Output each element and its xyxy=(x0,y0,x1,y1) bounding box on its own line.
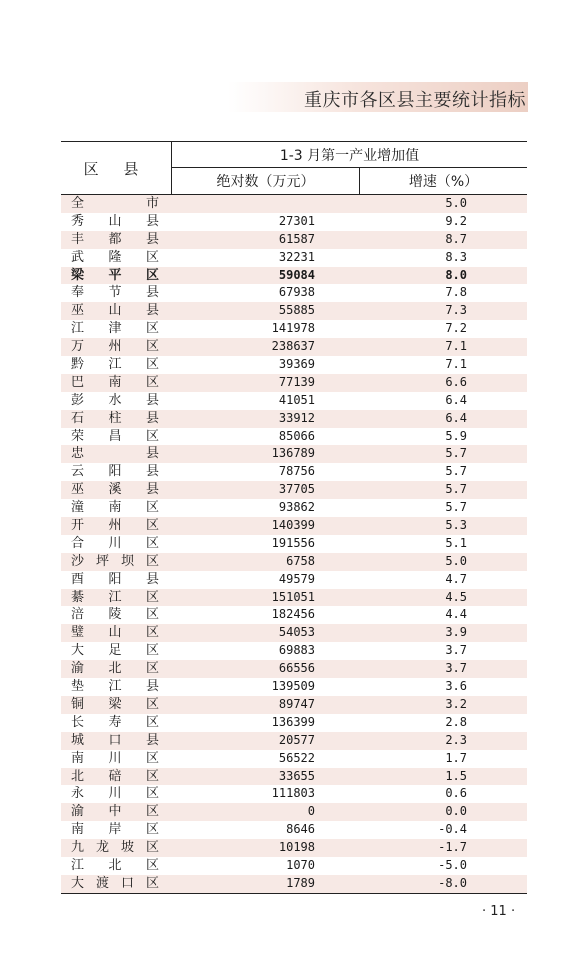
table-row xyxy=(61,392,527,410)
growth-value: 1.5 xyxy=(445,768,467,783)
growth-value: 2.3 xyxy=(445,732,467,747)
district-name: 酉 阳 县 xyxy=(71,571,159,587)
absolute-value: 6758 xyxy=(286,553,315,568)
district-name: 涪 陵 区 xyxy=(71,607,159,623)
table-row xyxy=(61,374,527,392)
district-name: 江 津 区 xyxy=(71,321,159,337)
column-header-absolute: 绝对数（万元） xyxy=(216,174,315,190)
absolute-value: 32231 xyxy=(278,249,315,264)
district-name: 彭 水 县 xyxy=(71,392,159,408)
growth-value: 0.0 xyxy=(445,804,467,819)
growth-value: 5.7 xyxy=(445,500,467,515)
table-row xyxy=(61,356,527,374)
district-name: 垫 江 县 xyxy=(71,679,159,695)
absolute-value: 55885 xyxy=(278,303,315,318)
district-name: 大 渡 口 区 xyxy=(71,875,159,891)
absolute-value: 8646 xyxy=(286,822,315,837)
district-name: 城 口 县 xyxy=(71,732,159,748)
growth-value: -0.4 xyxy=(438,822,467,837)
growth-value: 7.3 xyxy=(445,303,467,318)
growth-value: 1.7 xyxy=(445,750,467,765)
district-name: 大 足 区 xyxy=(71,643,159,659)
absolute-value: 56522 xyxy=(278,750,315,765)
district-name: 九 龙 坡 区 xyxy=(71,840,159,856)
table-row xyxy=(61,678,527,696)
district-name: 渝 北 区 xyxy=(71,661,159,677)
table-row xyxy=(61,606,527,624)
district-name: 沙 坪 坝 区 xyxy=(71,553,159,569)
table-row xyxy=(61,750,527,768)
table-row xyxy=(61,660,527,678)
table-row xyxy=(61,320,527,338)
growth-value: 5.9 xyxy=(445,428,467,443)
growth-value: 4.5 xyxy=(445,589,467,604)
table-row xyxy=(61,732,527,750)
district-name: 巫 溪 县 xyxy=(71,482,159,498)
table-row xyxy=(61,714,527,732)
absolute-value: 1070 xyxy=(286,857,315,872)
district-name: 忠 县 xyxy=(71,446,159,462)
growth-value: 3.6 xyxy=(445,679,467,694)
table-row xyxy=(61,428,527,446)
page-number: · 11 · xyxy=(482,904,516,919)
absolute-value: 0 xyxy=(307,804,315,819)
district-name: 云 阳 县 xyxy=(71,464,159,480)
absolute-value: 139509 xyxy=(271,679,315,694)
growth-value: 4.7 xyxy=(445,571,467,586)
district-name: 奉 节 县 xyxy=(71,285,159,301)
table-row xyxy=(61,839,527,857)
table-row xyxy=(61,624,527,642)
growth-value: 8.0 xyxy=(445,267,467,282)
district-name: 南 岸 区 xyxy=(71,822,159,838)
table-row xyxy=(61,875,527,893)
district-name: 秀 山 县 xyxy=(71,213,159,229)
table-row xyxy=(61,535,527,553)
growth-value: 8.3 xyxy=(445,249,467,264)
absolute-value: 78756 xyxy=(278,464,315,479)
table-row xyxy=(61,821,527,839)
district-name: 合 川 区 xyxy=(71,535,159,551)
growth-value: 3.7 xyxy=(445,643,467,658)
absolute-value: 33912 xyxy=(278,410,315,425)
district-name: 巴 南 区 xyxy=(71,374,159,390)
district-name: 丰 都 县 xyxy=(71,231,159,247)
table-row xyxy=(61,571,527,589)
district-name: 梁 平 区 xyxy=(71,267,159,283)
absolute-value: 37705 xyxy=(278,482,315,497)
growth-value: 4.4 xyxy=(445,607,467,622)
column-group-header: 1-3 月第一产业增加值 xyxy=(172,142,527,168)
growth-value: 7.8 xyxy=(445,285,467,300)
absolute-value: 59084 xyxy=(278,267,315,282)
growth-value: -1.7 xyxy=(438,840,467,855)
absolute-value: 66556 xyxy=(278,661,315,676)
column-header-district: 区 县 xyxy=(83,159,149,178)
absolute-value: 141978 xyxy=(271,321,315,336)
absolute-value: 61587 xyxy=(278,231,315,246)
stats-table xyxy=(61,141,527,894)
growth-value: 6.4 xyxy=(445,410,467,425)
growth-value: 5.7 xyxy=(445,482,467,497)
table-row xyxy=(61,284,527,302)
district-name: 渝 中 区 xyxy=(71,804,159,820)
growth-value: 3.2 xyxy=(445,696,467,711)
district-name: 开 州 区 xyxy=(71,518,159,534)
absolute-value: 238637 xyxy=(271,339,315,354)
district-name: 万 州 区 xyxy=(71,339,159,355)
table-row xyxy=(61,267,527,285)
district-name: 武 隆 区 xyxy=(71,249,159,265)
growth-value: 5.7 xyxy=(445,464,467,479)
growth-value: -8.0 xyxy=(438,875,467,890)
absolute-value: 41051 xyxy=(278,392,315,407)
growth-value: 5.0 xyxy=(445,553,467,568)
absolute-value: 93862 xyxy=(278,500,315,515)
absolute-value: 89747 xyxy=(278,696,315,711)
growth-value: -5.0 xyxy=(438,857,467,872)
column-header-growth: 增速（%） xyxy=(408,174,479,190)
table-row xyxy=(61,463,527,481)
table-row xyxy=(61,642,527,660)
absolute-value: 191556 xyxy=(271,535,315,550)
absolute-value: 69883 xyxy=(278,643,315,658)
district-name: 璧 山 区 xyxy=(71,625,159,641)
growth-value: 5.3 xyxy=(445,518,467,533)
district-name: 巫 山 县 xyxy=(71,303,159,319)
district-name: 綦 江 区 xyxy=(71,589,159,605)
absolute-value: 33655 xyxy=(278,768,315,783)
district-name: 荣 昌 区 xyxy=(71,428,159,444)
table-row xyxy=(61,338,527,356)
absolute-value: 49579 xyxy=(278,571,315,586)
district-name: 南 川 区 xyxy=(71,750,159,766)
growth-value: 9.2 xyxy=(445,213,467,228)
table-bottom-rule xyxy=(61,893,527,894)
district-name: 铜 梁 区 xyxy=(71,696,159,712)
absolute-value: 10198 xyxy=(278,840,315,855)
table-row xyxy=(61,481,527,499)
table-row xyxy=(61,302,527,320)
growth-value: 0.6 xyxy=(445,786,467,801)
growth-value: 7.1 xyxy=(445,357,467,372)
table-row xyxy=(61,553,527,571)
growth-value: 5.7 xyxy=(445,446,467,461)
table-row xyxy=(61,803,527,821)
district-name: 北 碚 区 xyxy=(71,768,159,784)
table-body xyxy=(61,195,527,893)
district-name: 潼 南 区 xyxy=(71,500,159,516)
table-row xyxy=(61,410,527,428)
absolute-value: 140399 xyxy=(271,518,315,533)
table-row xyxy=(61,768,527,786)
absolute-value: 20577 xyxy=(278,732,315,747)
absolute-value: 77139 xyxy=(278,374,315,389)
absolute-value: 39369 xyxy=(278,357,315,372)
table-row xyxy=(61,589,527,607)
table-row xyxy=(61,696,527,714)
absolute-value: 54053 xyxy=(278,625,315,640)
table-row xyxy=(61,231,527,249)
table-header xyxy=(61,141,527,195)
absolute-value: 67938 xyxy=(278,285,315,300)
district-name: 全 市 xyxy=(71,196,159,211)
table-row xyxy=(61,445,527,463)
growth-value: 6.6 xyxy=(445,374,467,389)
table-row xyxy=(61,785,527,803)
growth-value: 8.7 xyxy=(445,231,467,246)
district-name: 永 川 区 xyxy=(71,786,159,802)
growth-value: 3.9 xyxy=(445,625,467,640)
growth-value: 2.8 xyxy=(445,714,467,729)
table-row xyxy=(61,499,527,517)
table-row xyxy=(61,195,527,213)
growth-value: 7.2 xyxy=(445,321,467,336)
absolute-value: 182456 xyxy=(271,607,315,622)
growth-value: 7.1 xyxy=(445,339,467,354)
district-name: 江 北 区 xyxy=(71,857,159,873)
absolute-value: 27301 xyxy=(278,213,315,228)
growth-value: 5.1 xyxy=(445,535,467,550)
district-name: 黔 江 区 xyxy=(71,357,159,373)
table-row xyxy=(61,213,527,231)
table-row xyxy=(61,857,527,875)
absolute-value: 1789 xyxy=(286,875,315,890)
district-name: 石 柱 县 xyxy=(71,410,159,426)
growth-value: 5.0 xyxy=(445,196,467,210)
table-row xyxy=(61,517,527,535)
growth-value: 6.4 xyxy=(445,392,467,407)
absolute-value: 111803 xyxy=(271,786,315,801)
page-title: 重庆市各区县主要统计指标 xyxy=(304,90,526,111)
absolute-value: 85066 xyxy=(278,428,315,443)
district-name: 长 寿 区 xyxy=(71,714,159,730)
table-row xyxy=(61,249,527,267)
absolute-value: 136399 xyxy=(271,714,315,729)
absolute-value: 151051 xyxy=(271,589,315,604)
growth-value: 3.7 xyxy=(445,661,467,676)
absolute-value: 136789 xyxy=(271,446,315,461)
